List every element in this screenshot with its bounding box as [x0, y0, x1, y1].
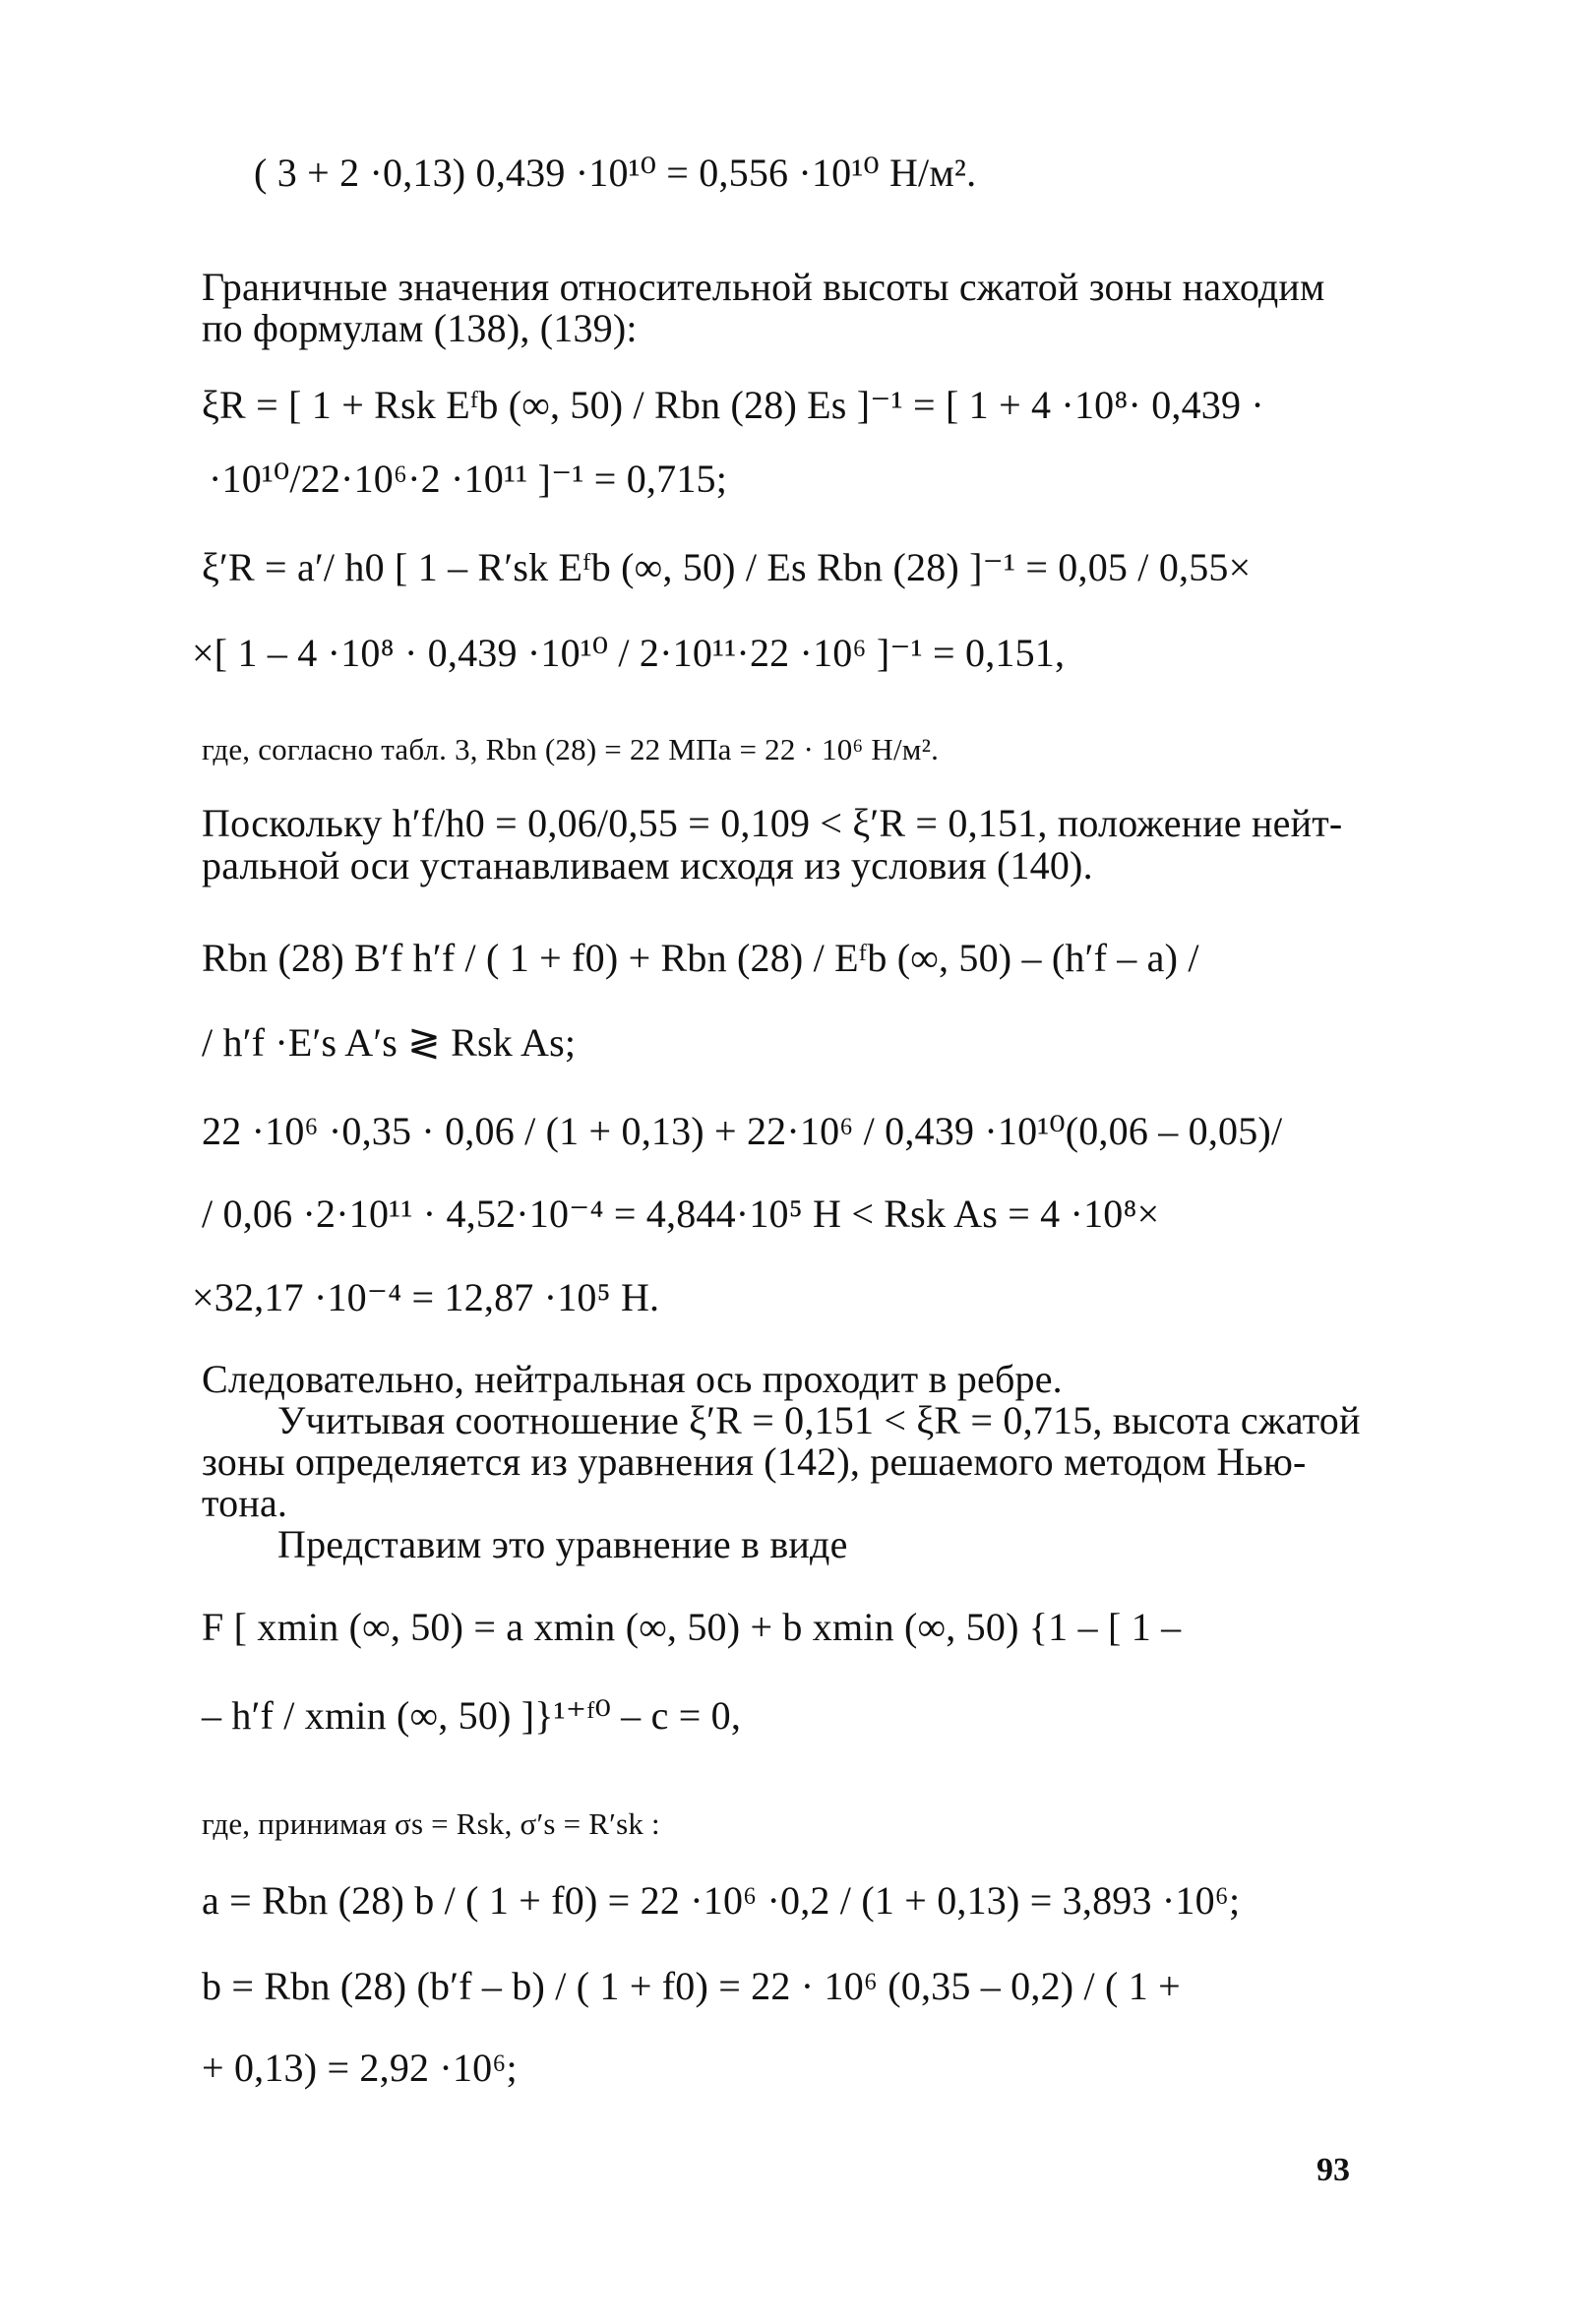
- formula-line: 22 ·10⁶ ·0,35 · 0,06 / (1 + 0,13) + 22·10⁶ / 0,439 ·10¹⁰(0,06 – 0,05)/: [202, 1109, 1283, 1153]
- text-line: Учитывая соотношение ξ′R = 0,151 < ξR = 0,715, высота сжатой: [277, 1398, 1361, 1442]
- formula-line: / h′f ·E′s A′s ≷ Rsk As;: [202, 1020, 577, 1065]
- text-line: Граничные значения относительной высоты сжатой зоны находим: [202, 265, 1325, 309]
- text-line: где, согласно табл. 3, Rbn (28) = 22 МПа = 22 · 10⁶ Н/м².: [202, 732, 940, 766]
- formula-line: b = Rbn (28) (b′f – b) / ( 1 + f0) = 22 · 10⁶ (0,35 – 0,2) / ( 1 +: [202, 1964, 1181, 2008]
- formula-line: ξ′R = a′/ h0 [ 1 – R′sk Eᶠb (∞, 50) / Es Rbn (28) ]⁻¹ = 0,05 / 0,55×: [202, 545, 1252, 589]
- text-line: ральной оси устанавливаем исходя из условия (140).: [202, 843, 1093, 887]
- formula-line: / 0,06 ·2·10¹¹ · 4,52·10⁻⁴ = 4,844·10⁵ Н < Rsk As = 4 ·10⁸×: [202, 1192, 1160, 1236]
- text-line: Поскольку h′f/h0 = 0,06/0,55 = 0,109 < ξ′R = 0,151, положение нейт-: [202, 801, 1343, 845]
- text-line: зоны определяется из уравнения (142), решаемого методом Нью-: [202, 1439, 1307, 1484]
- formula-line: Rbn (28) B′f h′f / ( 1 + f0) + Rbn (28) / Eᶠb (∞, 50) – (h′f – a) /: [202, 936, 1199, 980]
- formula-line: ×32,17 ·10⁻⁴ = 12,87 ·10⁵ Н.: [192, 1275, 660, 1319]
- text-line: где, принимая σs = Rsk, σ′s = R′sk :: [202, 1806, 660, 1841]
- formula-line: F [ xmin (∞, 50) = a xmin (∞, 50) + b xmin (∞, 50) {1 – [ 1 –: [202, 1605, 1182, 1649]
- formula-line: + 0,13) = 2,92 ·10⁶;: [202, 2046, 518, 2090]
- text-line: Следовательно, нейтральная ось проходит в ребре.: [202, 1357, 1063, 1401]
- formula-line: a = Rbn (28) b / ( 1 + f0) = 22 ·10⁶ ·0,2 / (1 + 0,13) = 3,893 ·10⁶;: [202, 1878, 1241, 1923]
- text-line: тона.: [202, 1481, 288, 1525]
- formula-line: – h′f / xmin (∞, 50) ]}¹⁺ᶠ⁰ – c = 0,: [202, 1693, 742, 1738]
- formula-line: ×[ 1 – 4 ·10⁸ · 0,439 ·10¹⁰ / 2·10¹¹·22 ·10⁶ ]⁻¹ = 0,151,: [192, 631, 1066, 675]
- formula-line: ( 3 + 2 ·0,13) 0,439 ·10¹⁰ = 0,556 ·10¹⁰ Н/м².: [254, 151, 977, 195]
- page-number: 93: [1316, 2152, 1350, 2188]
- text-line: Представим это уравнение в виде: [277, 1522, 848, 1566]
- formula-line: ξR = [ 1 + Rsk Eᶠb (∞, 50) / Rbn (28) Es ]⁻¹ = [ 1 + 4 ·10⁸· 0,439 ·: [202, 383, 1264, 427]
- formula-line: ·10¹⁰/22·10⁶·2 ·10¹¹ ]⁻¹ = 0,715;: [209, 457, 728, 501]
- text-line: по формулам (138), (139):: [202, 306, 638, 350]
